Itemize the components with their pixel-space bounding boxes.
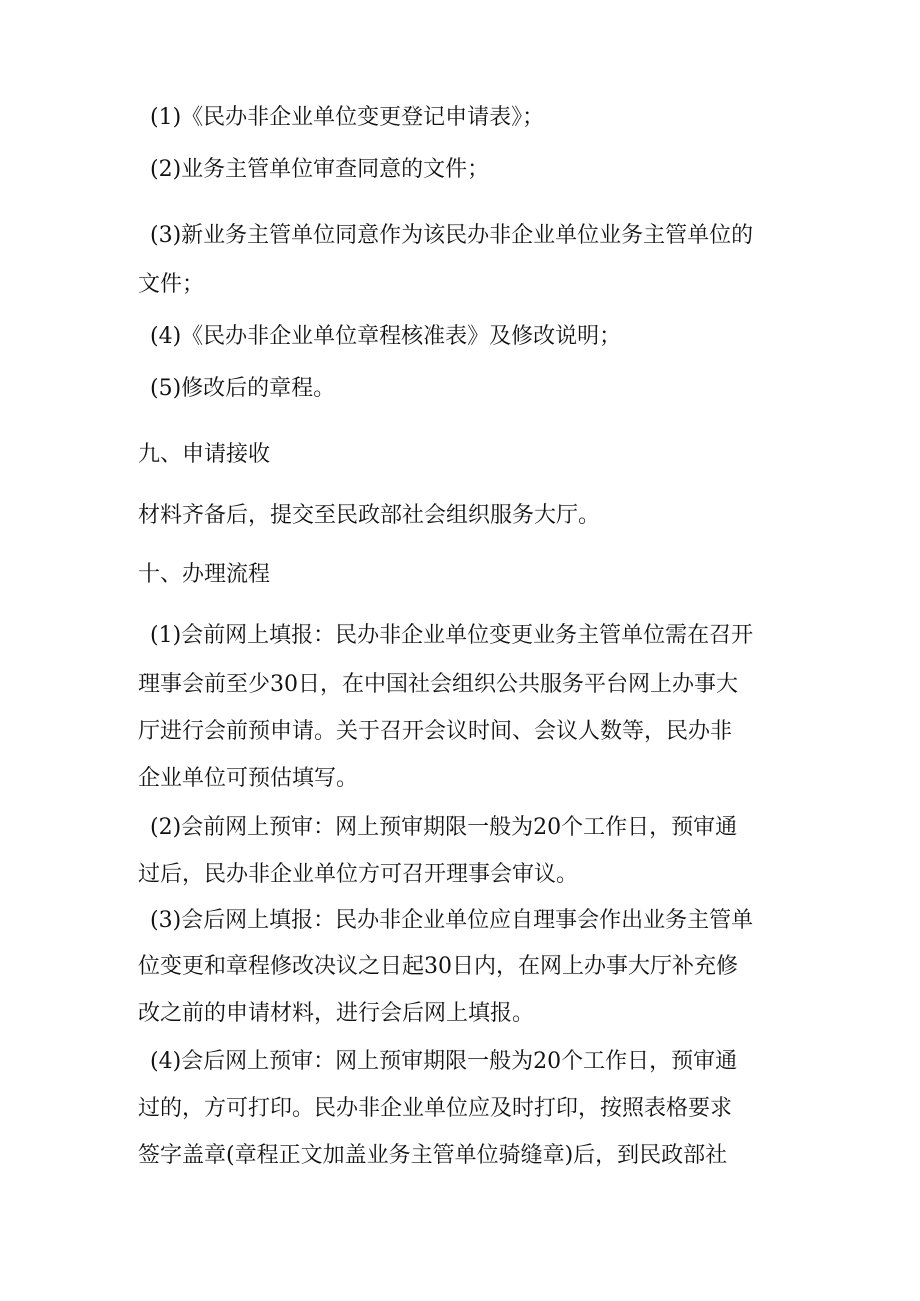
list-item-3-continuation: 文件；: [138, 272, 205, 297]
section-heading-process: 十、办理流程: [138, 562, 271, 587]
list-item-3-new-supervisor-document: (3)新业务主管单位同意作为该民办非企业单位业务主管单位的: [150, 223, 754, 248]
process-step-3-line-3: 改之前的申请材料，进行会后网上填报。: [138, 1001, 535, 1026]
process-step-4-line-3: 签字盖章(章程正文加盖业务主管单位骑缝章)后，到民政部社: [138, 1143, 728, 1168]
process-step-4-line-2: 过的，方可打印。民办非企业单位应及时打印，按照表格要求: [138, 1096, 733, 1121]
paragraph-submission: 材料齐备后，提交至民政部社会组织服务大厅。: [138, 503, 601, 528]
section-heading-application-receipt: 九、申请接收: [138, 442, 271, 467]
process-step-1-line-2: 理事会前至少30日，在中国社会组织公共服务平台网上办事大: [138, 672, 738, 697]
process-step-3-line-2: 位变更和章程修改决议之日起30日内，在网上办事大厅补充修: [138, 954, 738, 979]
process-step-1-line-4: 企业单位可预估填写。: [138, 766, 359, 791]
process-step-1-line-1: (1)会前网上填报：民办非企业单位变更业务主管单位需在召开: [150, 623, 754, 648]
process-step-1-line-3: 厅进行会前预申请。关于召开会议时间、会议人数等，民办非: [138, 719, 733, 744]
list-item-1-application-form: (1)《民办非企业单位变更登记申请表》；: [150, 105, 545, 130]
process-step-3-line-1: (3)会后网上填报：民办非企业单位应自理事会作出业务主管单: [150, 908, 754, 933]
list-item-4-charter-approval-form: (4)《民办非企业单位章程核准表》及修改说明；: [150, 324, 622, 349]
process-step-2-line-1: (2)会前网上预审：网上预审期限一般为20个工作日，预审通: [150, 815, 738, 840]
process-step-4-line-1: (4)会后网上预审：网上预审期限一般为20个工作日，预审通: [150, 1049, 738, 1074]
list-item-2-approval-document: (2)业务主管单位审查同意的文件；: [150, 157, 490, 182]
process-step-2-line-2: 过后，民办非企业单位方可召开理事会审议。: [138, 862, 579, 887]
list-item-5-revised-charter: (5)修改后的章程。: [150, 376, 336, 401]
